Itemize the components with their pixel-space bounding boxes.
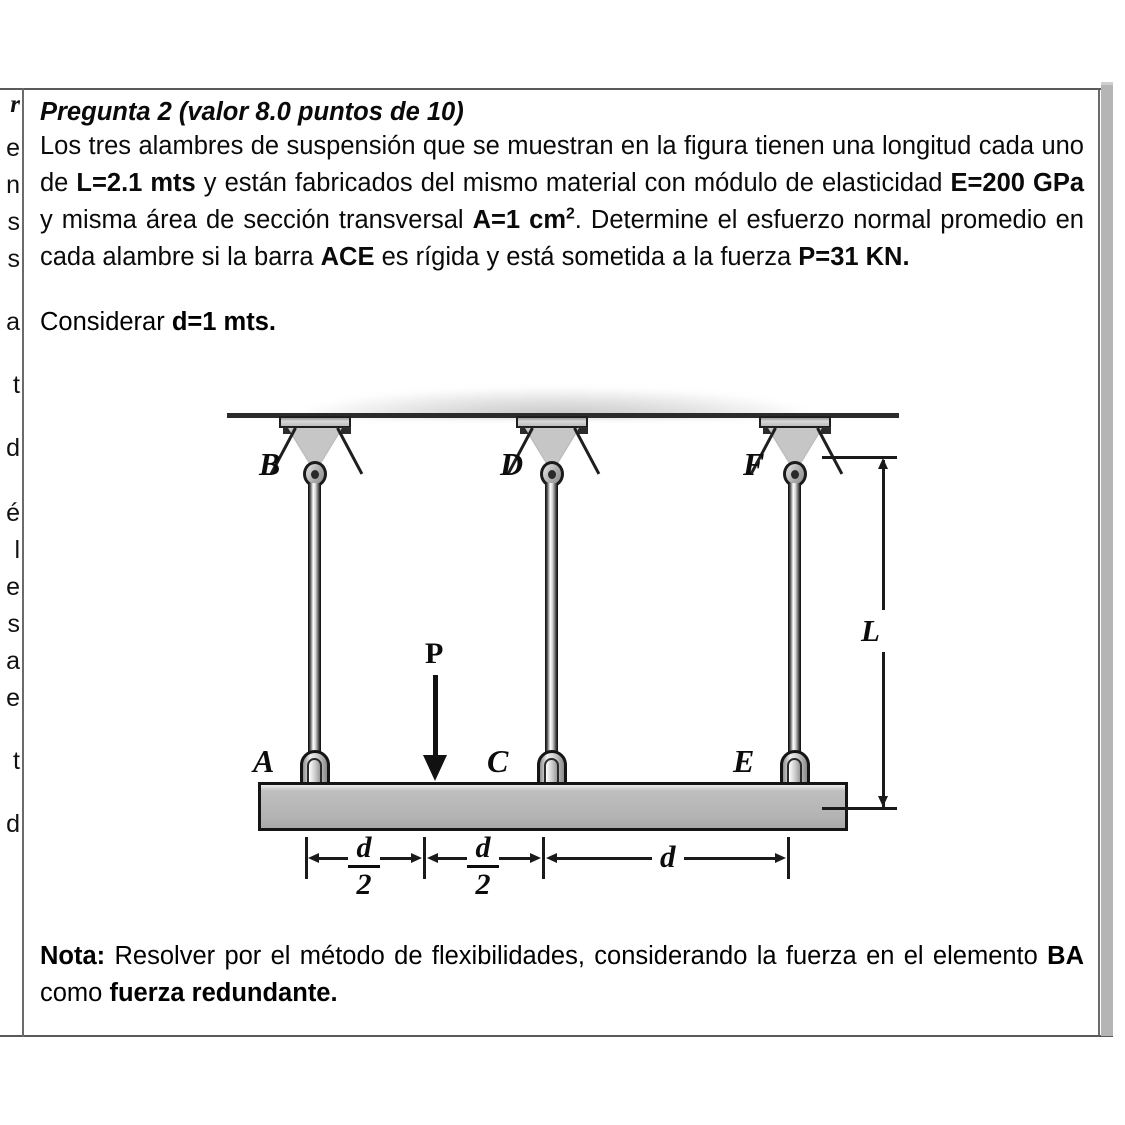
dim-arrow-d-full-left bbox=[546, 853, 557, 863]
pin-hole-d bbox=[548, 470, 556, 479]
left-fragment: t bbox=[13, 747, 20, 775]
text-run: y misma área de sección transversal bbox=[40, 206, 473, 234]
left-fragment: a bbox=[6, 308, 20, 336]
left-fragment: e bbox=[6, 684, 20, 712]
left-fragment: s bbox=[7, 610, 20, 638]
text-run: L=2.1 mts bbox=[76, 169, 196, 197]
dim-label-d-half-1 bbox=[348, 833, 380, 900]
left-fragment: e bbox=[6, 573, 20, 601]
dim-arrow-d-half-2-left bbox=[427, 853, 438, 863]
question-body bbox=[40, 128, 1084, 276]
left-fragment: r bbox=[10, 91, 20, 118]
wire-fe bbox=[788, 483, 801, 785]
dim-arrow-l-top bbox=[878, 458, 888, 469]
text-run: Considerar bbox=[40, 308, 172, 336]
dim-ext-tick-3 bbox=[542, 837, 545, 879]
left-fragment: é bbox=[6, 499, 20, 527]
text-run: BA bbox=[1047, 942, 1084, 970]
text-run: d=1 mts. bbox=[171, 308, 276, 336]
text-run: como bbox=[40, 979, 110, 1007]
dim-label-d-half-2 bbox=[467, 833, 499, 900]
dim-denominator: 2 bbox=[475, 868, 491, 901]
text-run: A=1 cm bbox=[472, 206, 566, 234]
panel-shadow-bar bbox=[1101, 82, 1113, 1036]
text-run: Resolver por el método de flexibilidades, considerando la fuerza en el elemento bbox=[105, 942, 1048, 970]
node-label-a: A bbox=[253, 743, 275, 779]
left-fragment: a bbox=[6, 647, 20, 675]
text-run: P=31 KN. bbox=[798, 243, 910, 271]
text-run: ACE bbox=[320, 243, 375, 271]
text-run: E=200 GPa bbox=[950, 169, 1085, 197]
dim-numerator: d bbox=[356, 831, 372, 864]
left-fragment: d bbox=[6, 434, 20, 462]
node-label-c: C bbox=[487, 743, 509, 779]
question-title: Pregunta 2 (valor 8.0 puntos de 10) bbox=[40, 98, 464, 126]
bottom-divider-rule bbox=[0, 1035, 1113, 1037]
force-arrow-head-p bbox=[423, 755, 447, 781]
text-run: Los tres alambres de suspensión que se muestran en la figura tienen una longitud cada uno de bbox=[40, 132, 1084, 197]
rigid-bar-ace bbox=[258, 782, 848, 831]
left-fragment: e bbox=[6, 134, 20, 162]
left-fragment: l bbox=[14, 536, 20, 564]
node-label-e: E bbox=[733, 743, 755, 779]
suspension-wires-figure bbox=[215, 365, 935, 910]
text-run: es rígida y está sometida a la fuerza bbox=[374, 243, 799, 271]
dim-denominator: 2 bbox=[356, 868, 372, 901]
support-plate-foot-d-right bbox=[578, 427, 588, 434]
support-plate-foot-b-right bbox=[341, 427, 351, 434]
left-fragment: n bbox=[6, 171, 20, 199]
text-run: fuerza redundante. bbox=[109, 979, 338, 1007]
dim-label-l: L bbox=[855, 610, 886, 652]
support-plate-foot-f-right bbox=[821, 427, 831, 434]
dim-arrow-d-full-right bbox=[775, 853, 786, 863]
superscript: 2 bbox=[566, 205, 575, 223]
wire-dc bbox=[545, 483, 558, 785]
force-label-p: P bbox=[425, 637, 444, 670]
node-label-f: F bbox=[743, 446, 765, 482]
dim-arrow-d-half-1-right bbox=[411, 853, 422, 863]
text-run: . Determine el esfuerzo normal promedio en cada alambre si la barra bbox=[40, 206, 1084, 271]
dim-label-d-full: d bbox=[652, 839, 684, 875]
node-label-d: D bbox=[500, 446, 524, 482]
pin-hole-f bbox=[791, 470, 799, 479]
text-run: Nota: bbox=[40, 942, 106, 970]
left-cut-column bbox=[0, 88, 22, 1036]
left-fragment: s bbox=[7, 208, 20, 236]
left-fragment: t bbox=[13, 371, 20, 399]
ceiling-shading bbox=[220, 370, 892, 418]
text-run: y están fabricados del mismo material con módulo de elasticidad bbox=[195, 169, 951, 197]
dim-ext-tick-4 bbox=[787, 837, 790, 879]
dim-ext-line-l-bottom bbox=[822, 807, 897, 810]
force-arrow-shaft-p bbox=[433, 675, 438, 760]
dim-numerator: d bbox=[475, 831, 491, 864]
dim-arrow-l-bottom bbox=[878, 796, 888, 807]
dim-ext-tick-2 bbox=[423, 837, 426, 879]
question-consider-line bbox=[40, 305, 276, 339]
question-note bbox=[40, 938, 1084, 1012]
wire-ba bbox=[308, 483, 321, 785]
dim-arrow-d-half-2-right bbox=[530, 853, 541, 863]
dim-arrow-d-half-1-left bbox=[308, 853, 319, 863]
left-fragment: s bbox=[7, 245, 20, 273]
panel-shadow-cap bbox=[1101, 82, 1113, 85]
left-fragment: d bbox=[6, 810, 20, 838]
pin-hole-b bbox=[311, 470, 319, 479]
node-label-b: B bbox=[259, 446, 281, 482]
